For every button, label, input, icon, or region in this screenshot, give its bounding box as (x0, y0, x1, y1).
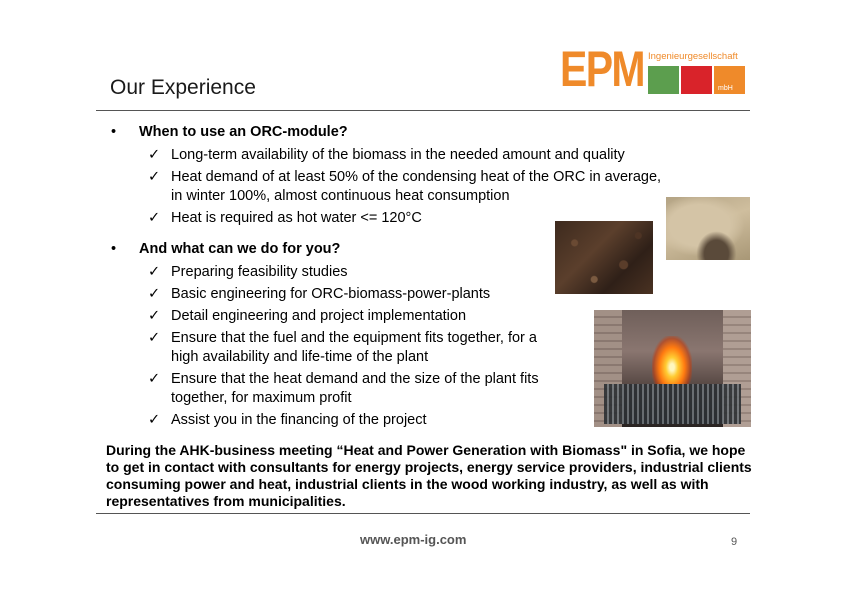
company-logo (560, 41, 750, 100)
logo-subtitle: Ingenieurgesellschaft (648, 51, 738, 62)
checkmark-icon: ✓ (148, 147, 161, 163)
checkmark-icon: ✓ (148, 169, 161, 185)
list-item: ✓ Detail engineering and project implementation (148, 308, 467, 324)
closing-paragraph: During the AHK-business meeting “Heat and Power Generation with Biomass" in Sofia, we hope to get in contact with consultants for energy projects, energy service providers, industrial clients consuming power and heat, industrial clients in the wood working industry, as well as with representatives from municipalities. (106, 442, 752, 509)
heading-text: When to use an ORC-module? (139, 124, 348, 140)
page-number: 9 (731, 536, 738, 548)
footer-url[interactable]: www.epm-ig.com (360, 532, 467, 547)
list-item: ✓ Heat demand of at least 50% of the condensing heat of the ORC in average, in winter 100%, almost continuous heat consumption (148, 169, 662, 204)
biomass-furnace-photo (594, 310, 751, 427)
checkmark-icon: ✓ (148, 371, 161, 387)
bullet-icon: • (111, 241, 117, 257)
list-item: ✓ Long-term availability of the biomass in the needed amount and quality (148, 147, 625, 163)
list-item: ✓ Assist you in the financing of the project (148, 412, 427, 428)
list-item: ✓ Heat is required as hot water <= 120°C (148, 210, 422, 226)
logo-suffix: mbH (718, 85, 733, 92)
furnace-grate (604, 384, 741, 424)
checklist (108, 263, 551, 430)
checkmark-icon: ✓ (148, 264, 161, 280)
fire-flame (652, 336, 692, 384)
checkmark-icon: ✓ (148, 308, 161, 324)
section-heading (108, 123, 668, 142)
checkmark-icon: ✓ (148, 330, 161, 346)
checkmark-icon: ✓ (148, 286, 161, 302)
wood-chips-photo (555, 221, 653, 294)
bullet-icon: • (111, 124, 117, 140)
sawdust-photo (666, 197, 750, 260)
logo-red-square (681, 66, 712, 94)
logo-wordmark: EPM (560, 41, 644, 97)
checklist (108, 146, 668, 228)
title-divider (96, 110, 750, 111)
list-item: ✓ Basic engineering for ORC-biomass-power-plants (148, 286, 491, 302)
checkmark-icon: ✓ (148, 412, 161, 428)
page-title: Our Experience (110, 76, 256, 99)
list-item: ✓ Preparing feasibility studies (148, 264, 348, 280)
list-item: ✓ Ensure that the fuel and the equipment fits together, for a high availability and life-time of the plant (148, 330, 537, 365)
list-item: ✓ Ensure that the heat demand and the size of the plant fits together, for maximum profit (148, 371, 539, 406)
heading-text: And what can we do for you? (139, 241, 341, 257)
checkmark-icon: ✓ (148, 210, 161, 226)
footer-divider (96, 513, 750, 514)
logo-green-square (648, 66, 679, 94)
